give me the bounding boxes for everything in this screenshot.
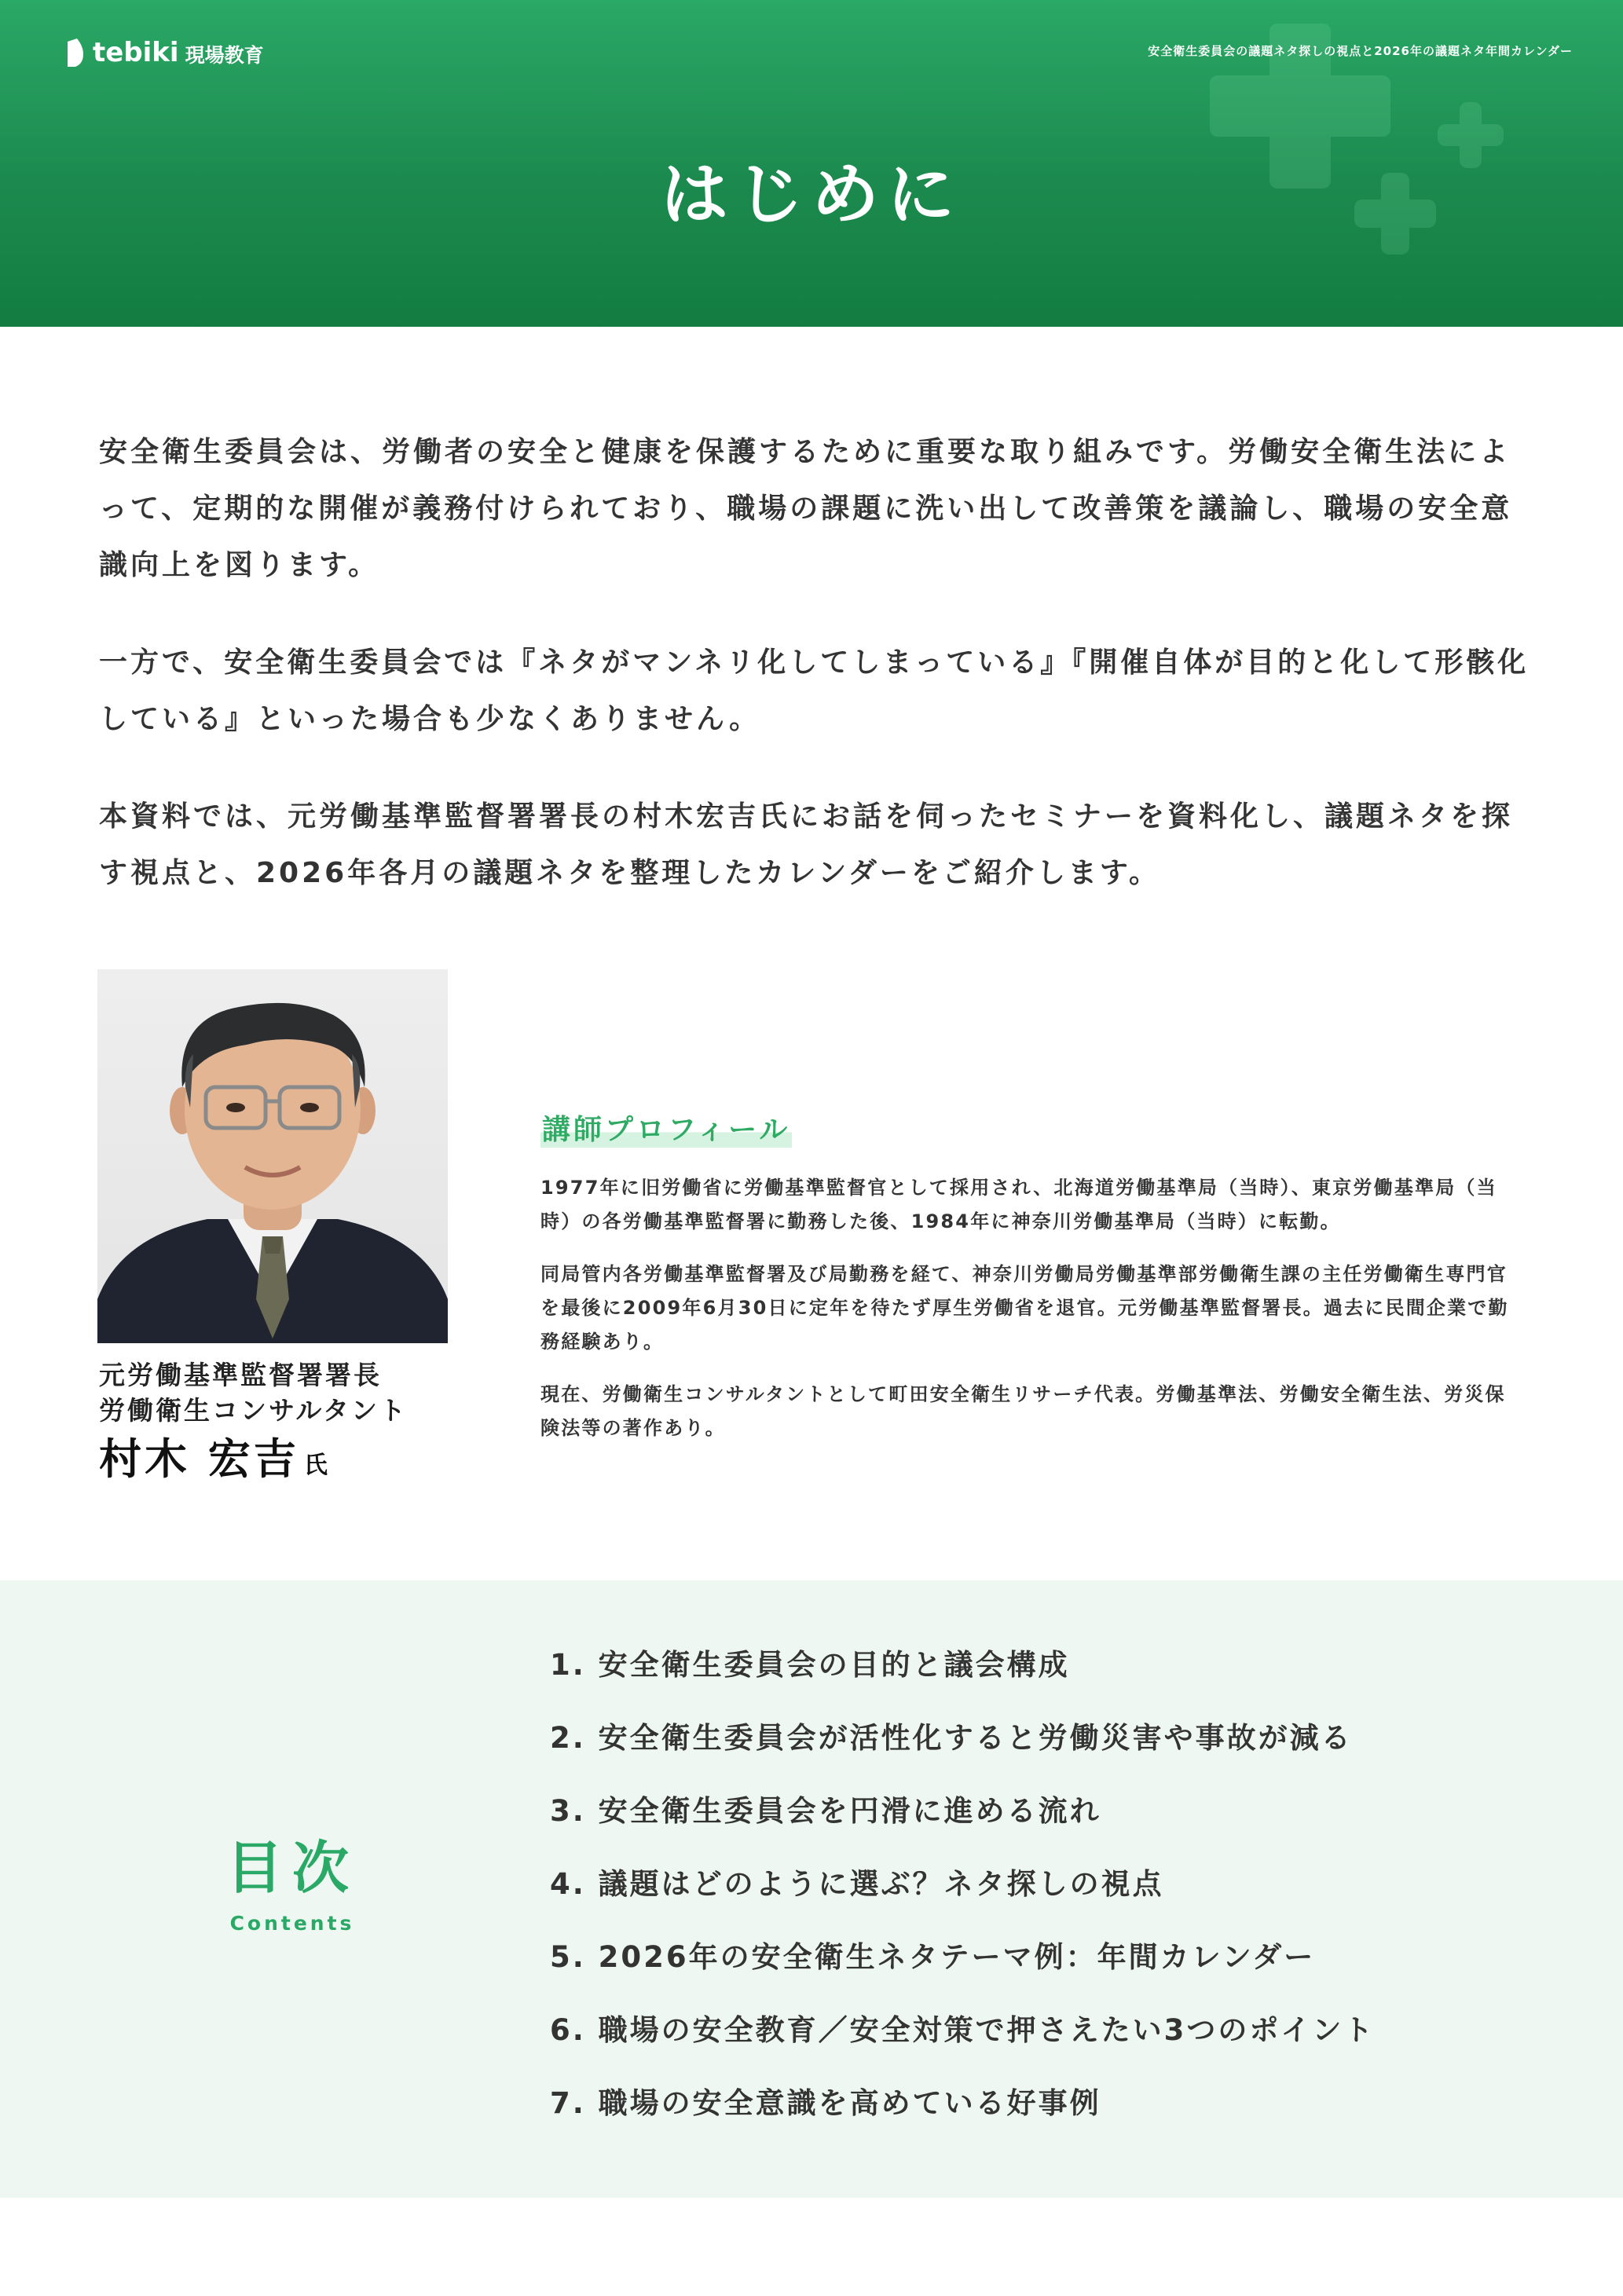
- toc-subtitle: Contents: [229, 1912, 355, 1935]
- brand-sub: 現場教育: [185, 44, 264, 67]
- toc-title: 目次: [225, 1835, 358, 1901]
- lecturer-profile: [540, 1108, 1515, 1464]
- toc-item[interactable]: 4. 議題はどのように選ぶ？ネタ探しの視点: [550, 1867, 1164, 1901]
- lecturer-honorific: 氏: [303, 1452, 328, 1479]
- toc-item[interactable]: 5. 2026年の安全衛生ネタテーマ例：年間カレンダー: [550, 1940, 1316, 1974]
- profile-paragraph: 現在、労働衛生コンサルタントとして町田安全衛生リサーチ代表。労働基準法、労働安全衛生法、労災保険法等の著作あり。: [540, 1383, 1506, 1439]
- book-logo-icon: [66, 37, 85, 68]
- lecturer-name-row: [99, 1436, 507, 1483]
- header-banner: [0, 0, 1623, 327]
- toc-item[interactable]: 1. 安全衛生委員会の目的と議会構成: [550, 1648, 1070, 1682]
- toc-item[interactable]: 2. 安全衛生委員会が活性化すると労働災害や事故が減る: [550, 1721, 1353, 1755]
- toc-item[interactable]: 7. 職場の安全意識を高めている好事例: [550, 2086, 1101, 2120]
- lecturer-role: 元労働基準監督署署長: [99, 1360, 382, 1390]
- toc-item[interactable]: 6. 職場の安全教育／安全対策で押さえたい3つのポイント: [550, 2013, 1376, 2047]
- lecturer-portrait-icon: [97, 969, 448, 1343]
- toc-list: [550, 1648, 1375, 2159]
- brand-word: tebiki: [93, 37, 179, 68]
- toc-item[interactable]: 3. 安全衛生委員会を円滑に進める流れ: [550, 1794, 1101, 1828]
- intro-paragraph: 安全衛生委員会は、労働者の安全と健康を保護するために重要な取り組みです。労働安全衛生法によって、定期的な開催が義務付けられており、職場の課題に洗い出して改善策を議論し、職場の安全意識向上を図ります。: [99, 436, 1513, 581]
- toc-heading: [198, 1835, 387, 1935]
- table-of-contents: [0, 1580, 1623, 2198]
- lecturer-credentials: [99, 1357, 507, 1483]
- brand-logo: [66, 35, 264, 71]
- intro-paragraph: 本資料では、元労働基準監督署署長の村木宏吉氏にお話を伺ったセミナーを資料化し、議題ネタを探す視点と、2026年各月の議題ネタを整理したカレンダーをご紹介します。: [99, 800, 1514, 889]
- lecturer-role: 労働衛生コンサルタント: [99, 1395, 408, 1426]
- lecturer-photo: [97, 969, 448, 1343]
- intro-paragraph: 一方で、安全衛生委員会では『ネタがマンネリ化してしまっている』『開催自体が目的と化して形骸化している』といった場合も少なくありません。: [99, 646, 1530, 735]
- document-subtitle: 安全衛生委員会の議題ネタ探しの視点と2026年の議題ネタ年間カレンダー: [1148, 44, 1573, 58]
- intro-section: [99, 424, 1537, 943]
- page-title: はじめに: [661, 156, 962, 234]
- profile-paragraph: 同局管内各労働基準監督署及び局勤務を経て、神奈川労働局労働基準部労働衛生課の主任労働衛生専門官を最後に2009年6月30日に定年を待たず厚生労働省を退官。元労働基準監督署長。過去に民間企業で勤務経験あり。: [540, 1263, 1509, 1353]
- lecturer-name: 村木 宏吉: [99, 1434, 299, 1484]
- profile-paragraph: 1977年に旧労働省に労働基準監督官として採用され、北海道労働基準局（当時）、東京労働基準局（当時）の各労働基準監督署に勤務した後、1984年に神奈川労働基準局（当時）に転勤。: [540, 1177, 1497, 1232]
- profile-heading: 講師プロフィール: [540, 1108, 792, 1148]
